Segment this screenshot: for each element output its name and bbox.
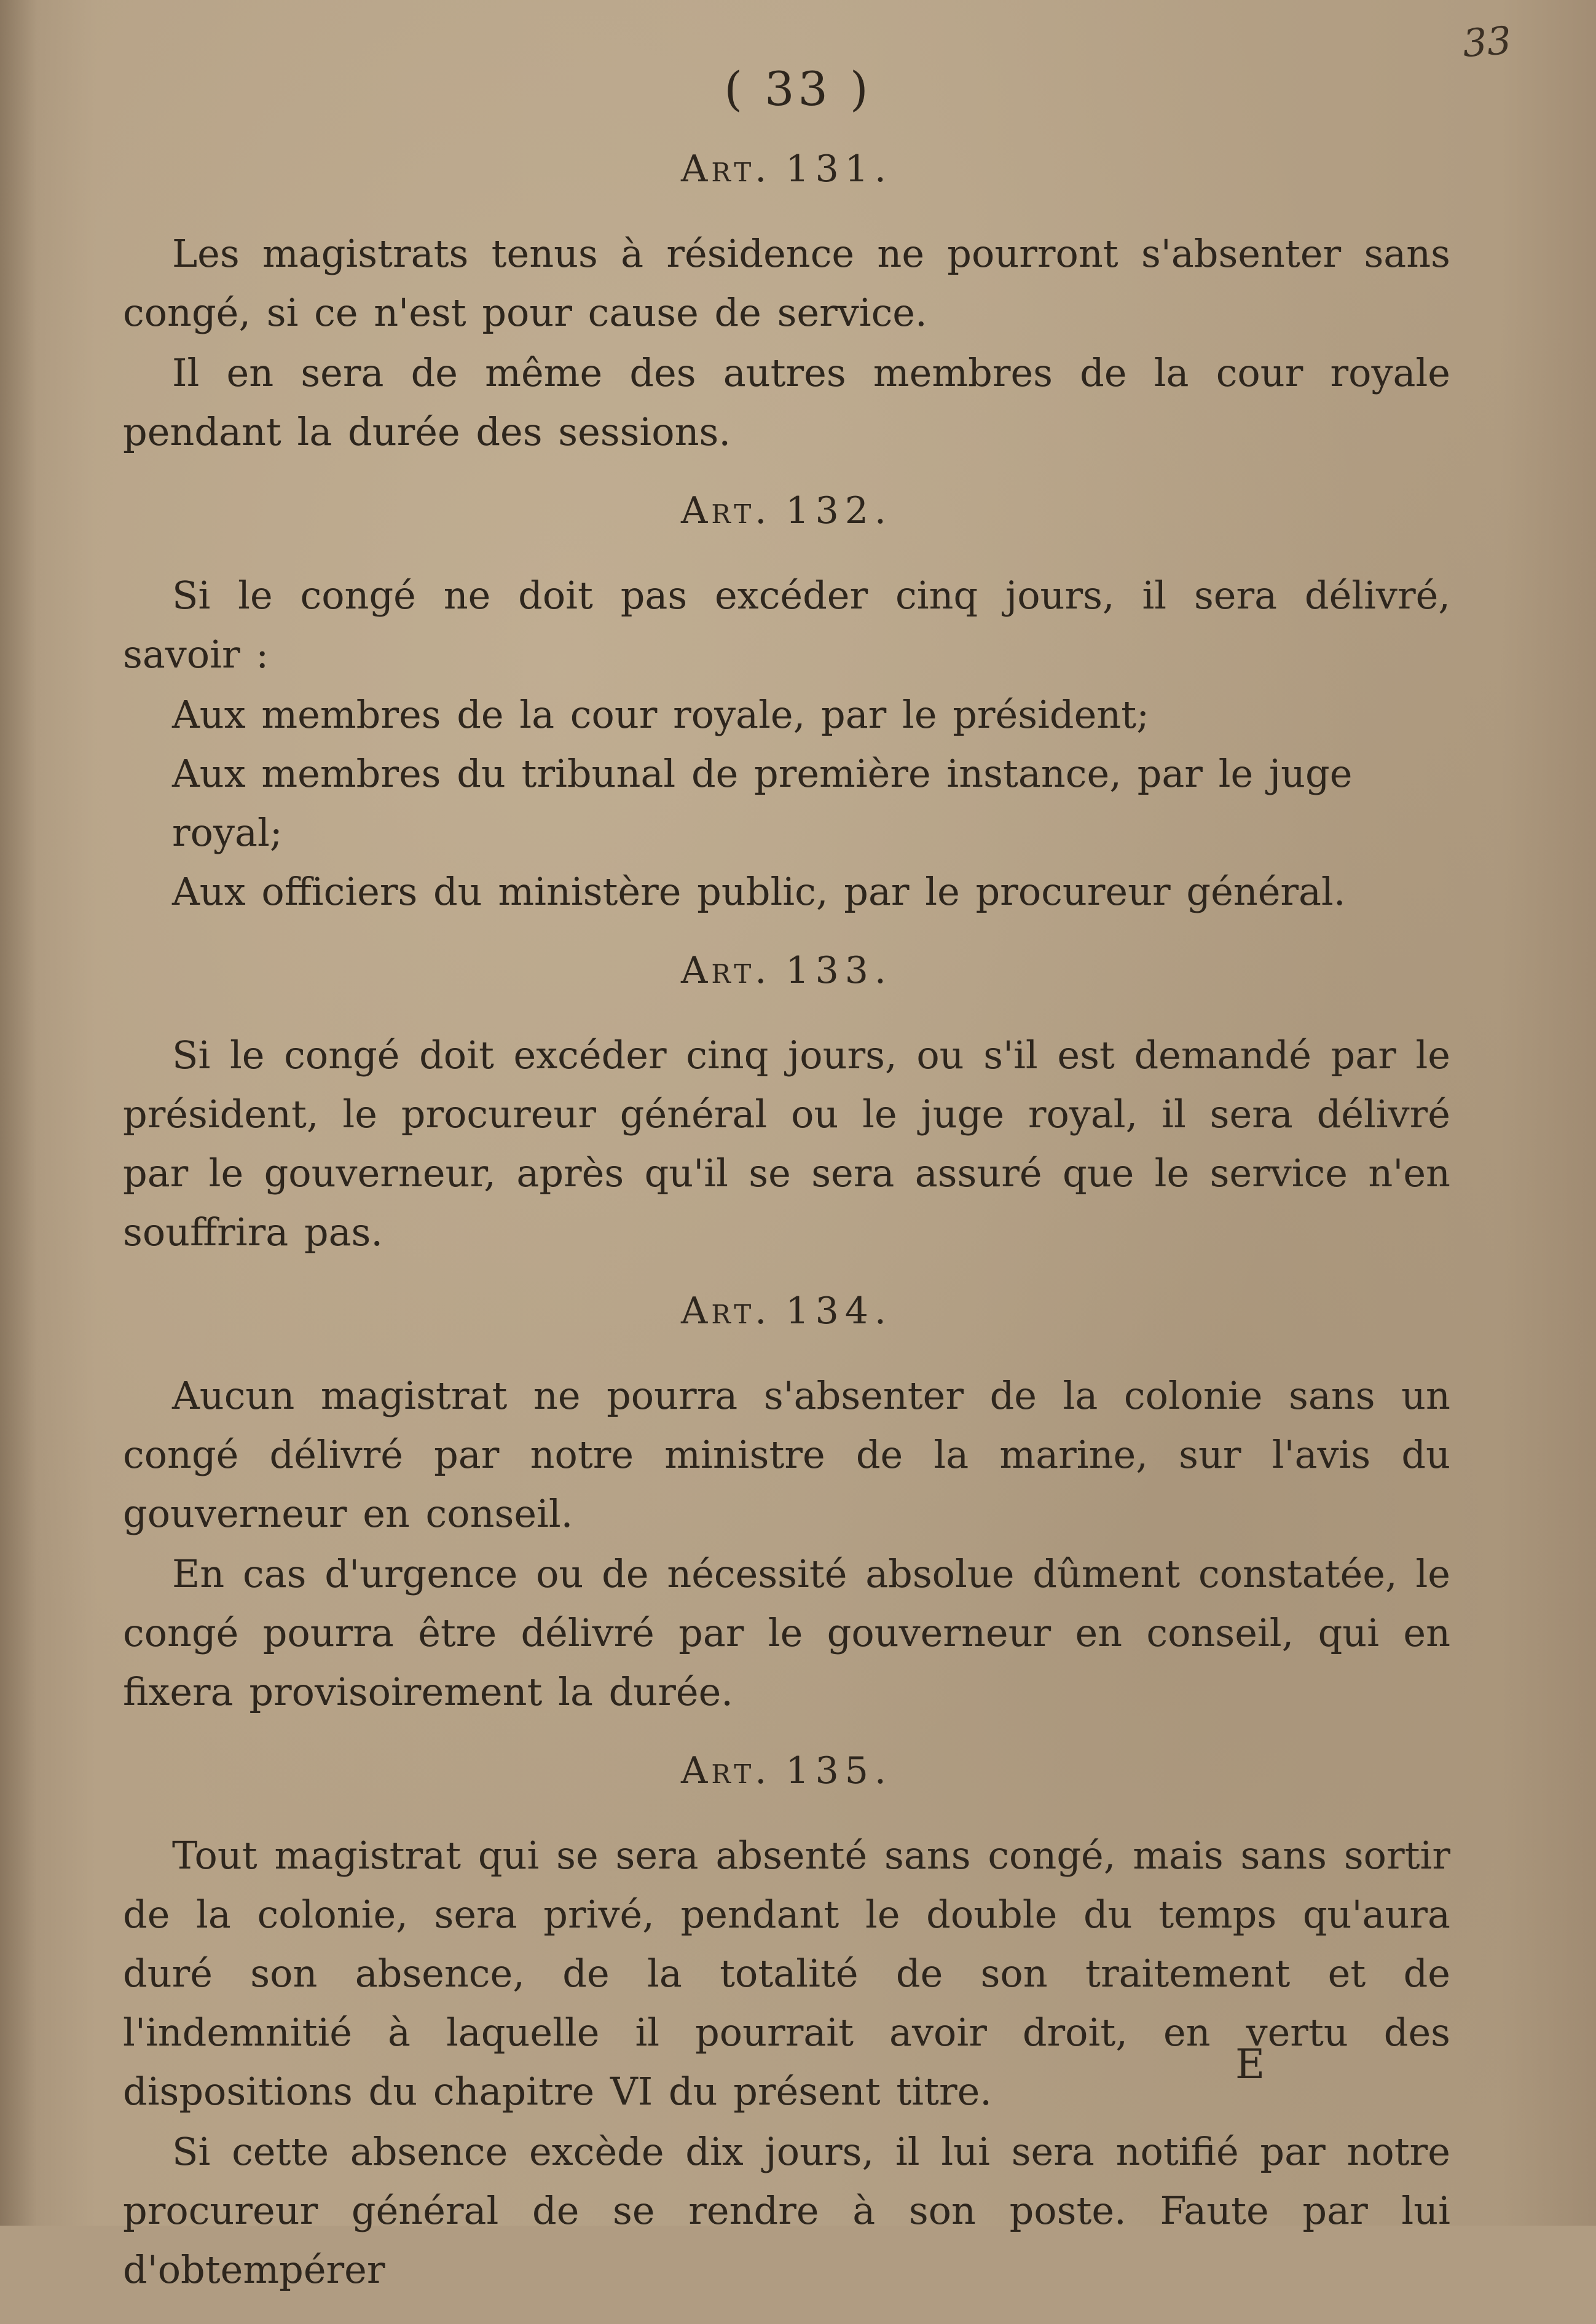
article-number: 135. — [785, 1749, 892, 1792]
article-number: 133. — [785, 949, 892, 992]
article-list-line: Aux membres du tribunal de première instance, par le juge royal; — [172, 751, 1353, 855]
article-heading — [123, 946, 1450, 995]
article-number: 134. — [785, 1290, 892, 1333]
article-label: Art. — [681, 1290, 771, 1333]
text-column — [123, 144, 1450, 2324]
article-paragraph: Les magistrats tenus à résidence ne pourront s'absenter sans congé, si ce n'est pour cause de service. — [123, 231, 1450, 335]
article-number: 131. — [785, 148, 892, 191]
article-133 — [123, 946, 1450, 1262]
article-label: Art. — [681, 489, 771, 532]
binding-shadow — [0, 0, 37, 2226]
article-paragraph: Si le congé ne doit pas excéder cinq jours, il sera délivré, savoir : — [123, 573, 1450, 677]
article-paragraph: En cas d'urgence ou de nécessité absolue dûment constatée, le congé pourra être délivré par le gouverneur en conseil, qui en fixera provisoirement la durée. — [123, 1551, 1450, 1714]
article-list-line: Aux membres de la cour royale, par le président; — [172, 692, 1150, 737]
page-number: ( 33 ) — [724, 61, 872, 116]
article-131 — [123, 144, 1450, 462]
article-heading — [123, 1286, 1450, 1336]
signature-mark: E — [1235, 2041, 1268, 2088]
folio-annotation: 33 — [1461, 17, 1513, 66]
article-label: Art. — [681, 949, 771, 992]
article-number: 132. — [785, 489, 892, 532]
article-135 — [123, 1746, 1450, 2299]
article-heading — [123, 1746, 1450, 1795]
article-134 — [123, 1286, 1450, 1722]
article-132 — [123, 486, 1450, 921]
article-paragraph: Tout magistrat qui se sera absenté sans congé, mais sans sortir de la colonie, sera privé, pendant le double du temps qu'aura duré son absence, de la totalité de son traitement et de l'indemnitié à laquelle il pourrait avoir droit, en vertu des dispositions du chapitre VI du présent titre. — [123, 1833, 1450, 2114]
article-paragraph: Il en sera de même des autres membres de la cour royale pendant la durée des sessions. — [123, 350, 1450, 454]
article-paragraph: Si le congé doit excéder cinq jours, ou s'il est demandé par le président, le procureur général ou le juge royal, il sera délivré par le gouverneur, après qu'il se sera assuré que le service n'en souffrira pas. — [123, 1033, 1450, 1255]
article-heading — [123, 486, 1450, 535]
article-list-line: Aux officiers du ministère public, par le procureur général. — [172, 869, 1346, 914]
article-heading — [123, 144, 1450, 194]
article-paragraph: Si cette absence excède dix jours, il lui sera notifié par notre procureur général de se rendre à son poste. Faute par lui d'obtempérer — [123, 2129, 1450, 2292]
article-label: Art. — [681, 148, 771, 191]
article-label: Art. — [681, 1749, 771, 1792]
article-paragraph: Aucun magistrat ne pourra s'absenter de la colonie sans un congé délivré par notre ministre de la marine, sur l'avis du gouverneur en conseil. — [123, 1373, 1450, 1536]
